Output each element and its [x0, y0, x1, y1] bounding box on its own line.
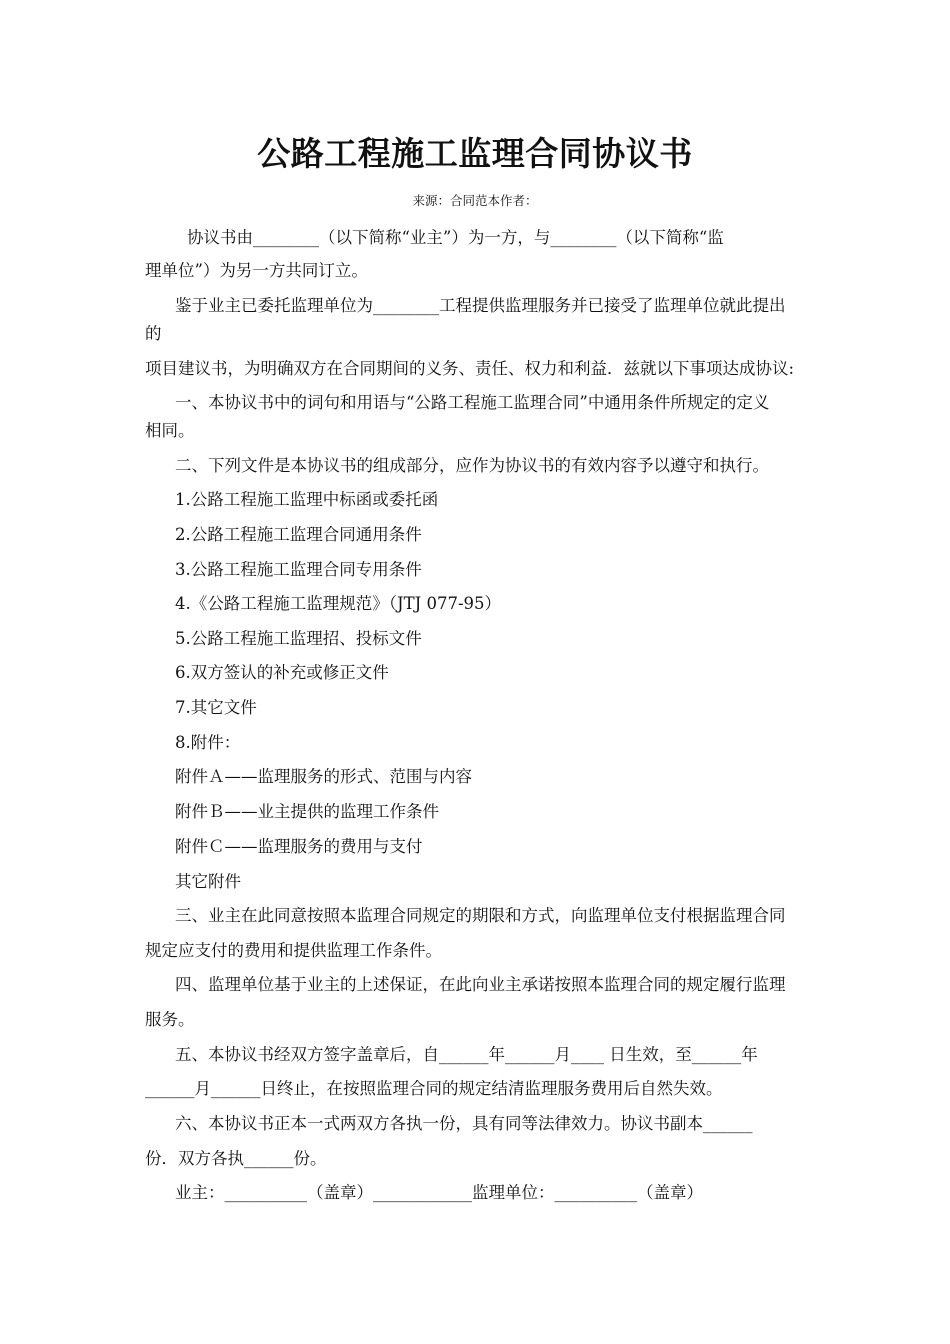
paragraph-line: 协议书由________（以下简称“业主”）为一方，与________（以下简称“监	[187, 228, 724, 247]
paragraph-line: 鉴于业主已委托监理单位为________工程提供监理服务并已接受了监理单位就此提出	[175, 296, 786, 315]
paragraph-line: 项目建议书，为明确双方在合同期间的义务、责任、权力和利益．兹就以下事项达成协议:	[145, 359, 795, 378]
list-item: 附件Ｂ——业主提供的监理工作条件	[175, 802, 439, 821]
list-item: 8.附件：	[175, 733, 241, 752]
list-item: 其它附件	[175, 872, 241, 891]
list-item: 1.公路工程施工监理中标函或委托函	[175, 490, 439, 509]
paragraph-line: 四、监理单位基于业主的上述保证，在此向业主承诺按照本监理合同的规定履行监理	[175, 975, 786, 994]
list-item: 5.公路工程施工监理招、投标文件	[175, 629, 422, 648]
signature-line: 业主：__________（盖章）____________监理单位：__________（盖章）	[175, 1183, 703, 1202]
list-item: 附件Ｃ——监理服务的费用与支付	[175, 837, 423, 856]
document-title: 公路工程施工监理合同协议书	[257, 134, 693, 173]
paragraph-line: 规定应支付的费用和提供监理工作条件。	[145, 941, 442, 960]
list-item: 4.《公路工程施工监理规范》（JTJ 077-95）	[175, 594, 502, 613]
list-item: 2.公路工程施工监理合同通用条件	[175, 525, 422, 544]
paragraph-line: 一、本协议书中的词句和用语与“公路工程施工监理合同”中通用条件所规定的定义	[175, 393, 770, 412]
paragraph-line: 二、下列文件是本协议书的组成部分，应作为协议书的有效内容予以遵守和执行。	[175, 456, 769, 475]
paragraph-line: 五、本协议书经双方签字盖章后，自______年______月____ 日生效，至______年	[175, 1045, 758, 1064]
list-item: 3.公路工程施工监理合同专用条件	[175, 560, 422, 579]
list-item: 附件Ａ——监理服务的形式、范围与内容	[175, 767, 472, 786]
paragraph-line: ______月______日终止，在按照监理合同的规定结清监理服务费用后自然失效。	[145, 1079, 723, 1098]
list-item: 6.双方签认的补充或修正文件	[175, 663, 389, 682]
paragraph-line: 三、业主在此同意按照本监理合同规定的期限和方式，向监理单位支付根据监理合同	[175, 906, 786, 925]
paragraph-line: 份．双方各执______份。	[145, 1149, 327, 1168]
source-line: 来源：合同范本作者：	[412, 193, 538, 208]
list-item: 7.其它文件	[175, 698, 257, 717]
paragraph-line: 的	[145, 324, 162, 343]
paragraph-line: 六、本协议书正本一式两双方各执一份，具有同等法律效力。协议书副本______	[175, 1114, 753, 1133]
paragraph-line: 相同。	[145, 421, 195, 440]
paragraph-line: 理单位”）为另一方共同订立。	[145, 261, 368, 280]
paragraph-line: 服务。	[145, 1010, 195, 1029]
